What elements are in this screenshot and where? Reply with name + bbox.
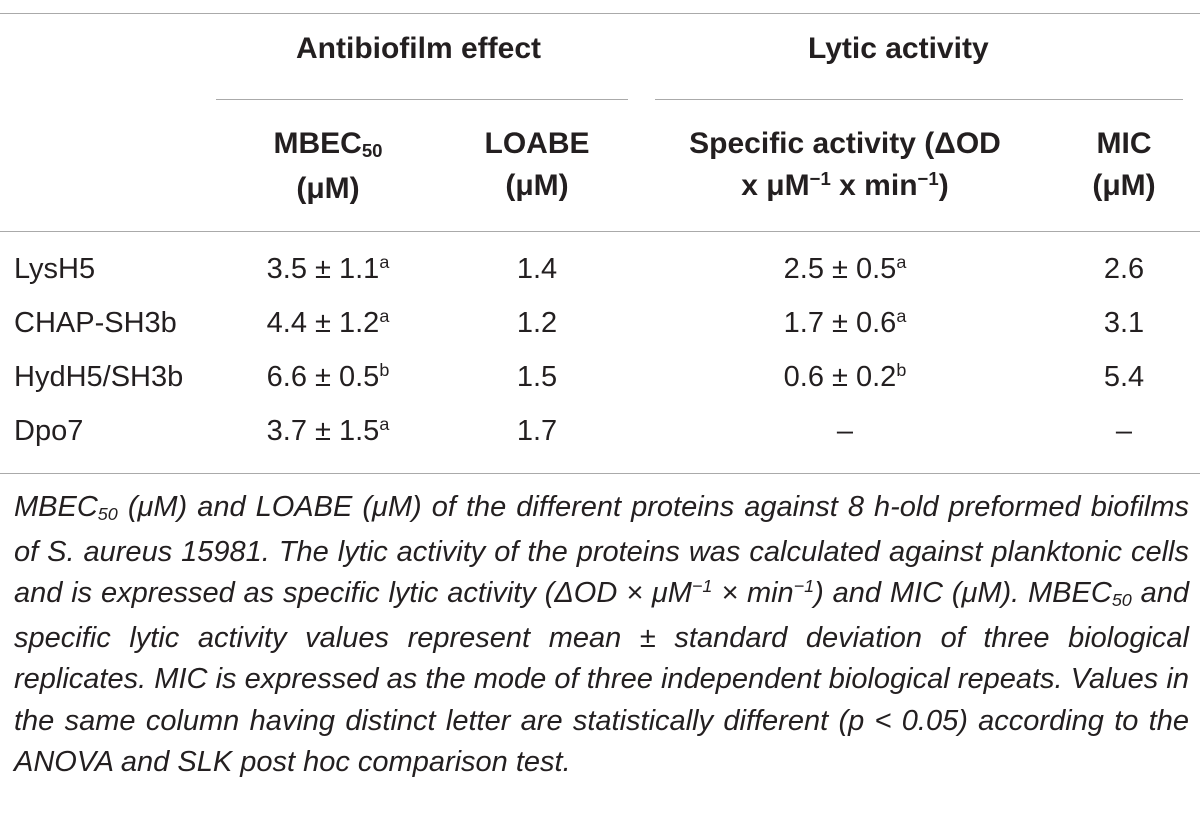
top-rule [0, 13, 1200, 14]
row-mbec-value: 4.4 ± 1.2$^a$ [266, 306, 390, 339]
mic-unit: (μM) [1092, 169, 1156, 202]
row-specific-activity-value: 2.5 ± 0.5$^a$ [783, 252, 907, 285]
caption-superscript: −1 [691, 576, 713, 597]
caption-part: and specific lytic activity values represent mean ± standard deviation of three biological replicates. MIC is expressed as the mode of three independent biological repeats. Values in the same column having distinct letter are statistically different (p < 0.05) according to the ANOVA and SLK post hoc comparison test. [14, 577, 1190, 778]
row-loabe-value: 1.2 [516, 307, 558, 339]
row-loabe-value: 1.4 [516, 253, 558, 285]
caption-subscript: 50 [97, 503, 118, 524]
caption-part: ) and MIC (μM). MBEC [814, 577, 1112, 609]
row-protein-name: Dpo7 [14, 415, 84, 447]
row-protein-name: LysH5 [14, 253, 96, 285]
sa-part-a: x μM [741, 169, 810, 202]
row-specific-activity-value: 0.6 ± 0.2$^b$ [783, 360, 907, 393]
sa-sup-1: −1 [809, 167, 831, 189]
lytic-group-rule [655, 99, 1183, 100]
mbec-label: MBEC [273, 127, 362, 160]
antibiofilm-group-rule [216, 99, 628, 100]
col-header-mbec [228, 123, 428, 210]
row-loabe-value: 1.7 [516, 415, 558, 447]
row-mbec-value: 3.7 ± 1.5$^a$ [266, 414, 390, 447]
row-protein-name: CHAP-SH3b [14, 307, 177, 339]
table-row [0, 415, 1200, 455]
table-row [0, 253, 1200, 293]
mbec-unit: (μM) [296, 172, 360, 205]
table-row [0, 361, 1200, 401]
mbec-subscript: 50 [361, 139, 383, 161]
table-caption [14, 487, 1189, 784]
row-specific-activity-value: – [836, 415, 854, 447]
specific-activity-line2 [645, 165, 1045, 210]
group-header-lytic: Lytic activity [808, 32, 989, 65]
table-row [0, 307, 1200, 347]
caption-part: (μM) and LOABE (μM) of the different proteins against 8 h-old preformed biofilms of S. aureus 15981. The lytic activity of the proteins was calculated against planktonic cells and is expressed as specific lytic activity (ΔOD × μM [14, 491, 1189, 609]
row-mic-value: – [1115, 415, 1133, 447]
caption-part: MBEC [14, 491, 98, 523]
sa-part-c: ) [938, 169, 949, 202]
row-specific-activity-value: 1.7 ± 0.6$^a$ [783, 306, 907, 339]
mic-label: MIC [1096, 127, 1152, 160]
col-header-loabe [437, 123, 637, 207]
caption-part: × min [712, 577, 794, 609]
group-header-antibiofilm: Antibiofilm effect [296, 32, 541, 65]
row-mbec-value: 6.6 ± 0.5$^b$ [266, 360, 390, 393]
row-mic-value: 2.6 [1103, 253, 1145, 285]
table-bottom-rule [0, 473, 1200, 474]
row-mbec-value: 3.5 ± 1.1$^a$ [266, 252, 390, 285]
loabe-unit: (μM) [505, 169, 569, 202]
row-loabe-value: 1.5 [516, 361, 558, 393]
header-bottom-rule [0, 231, 1200, 232]
caption-subscript: 50 [1111, 589, 1132, 610]
row-protein-name: HydH5/SH3b [14, 361, 184, 393]
row-mic-value: 3.1 [1103, 307, 1145, 339]
sa-sup-2: −1 [917, 167, 939, 189]
specific-activity-line1: Specific activity (ΔOD [689, 127, 1001, 160]
sa-part-b: x min [830, 169, 918, 202]
caption-superscript: −1 [793, 576, 815, 597]
loabe-label: LOABE [484, 127, 590, 160]
col-header-mic [1074, 123, 1174, 207]
row-mic-value: 5.4 [1103, 361, 1145, 393]
col-header-specific-activity [645, 123, 1045, 210]
